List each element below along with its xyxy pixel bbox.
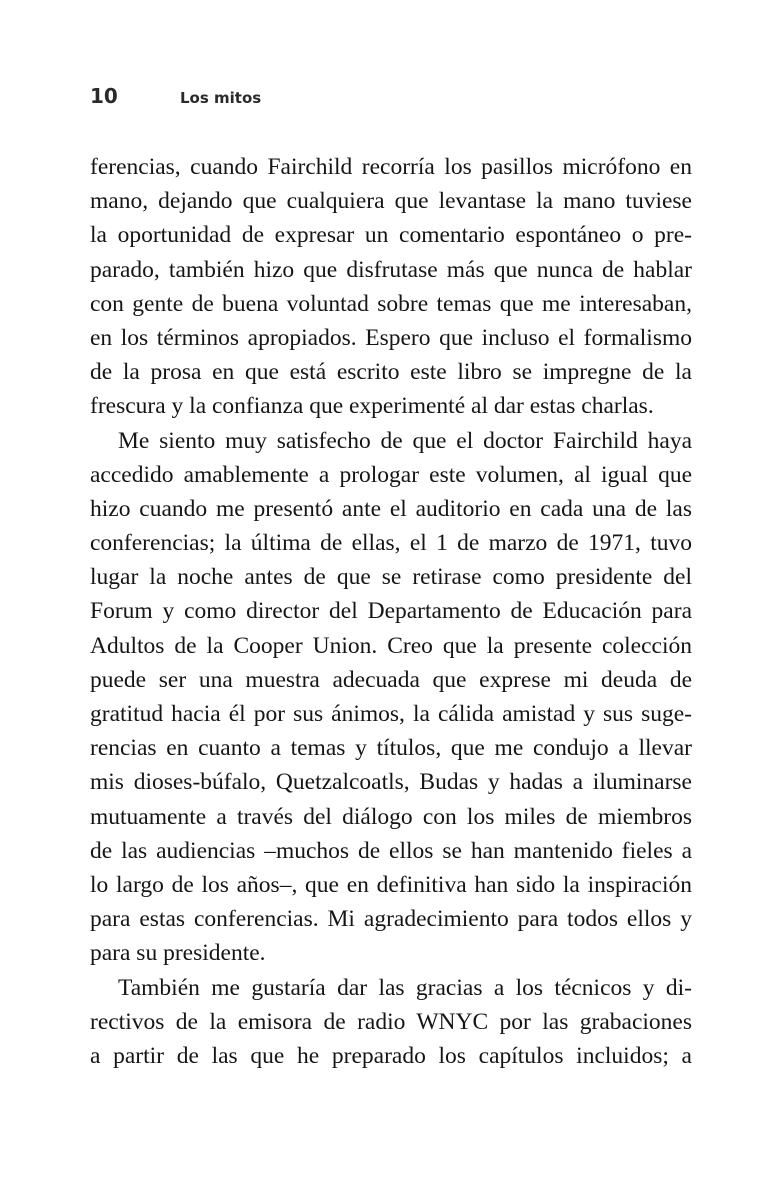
paragraph xyxy=(90,150,692,424)
text-line: de las audiencias –muchos de ellos se han mantenido fieles a xyxy=(90,837,692,864)
text-line: Adultos de la Cooper Union. Creo que la presente colección xyxy=(90,632,692,659)
text-line: rectivos de la emisora de radio WNYC por las grabaciones xyxy=(90,1008,692,1035)
text-line: puede ser una muestra adecuada que exprese mi deuda de xyxy=(90,666,692,693)
paragraph xyxy=(90,424,692,971)
text-line: También me gustaría dar las gracias a los técnicos y di- xyxy=(118,974,692,1001)
text-line: a partir de las que he preparado los capítulos incluidos; a xyxy=(90,1042,692,1069)
text-line: la oportunidad de expresar un comentario espontáneo o pre- xyxy=(90,222,692,249)
text-line: accedido amablemente a prologar este volumen, al igual que xyxy=(90,461,692,488)
text-line: en los términos apropiados. Espero que incluso el formalismo xyxy=(90,324,692,351)
text-line: ferencias, cuando Fairchild recorría los pasillos micrófono en xyxy=(90,154,692,180)
text-line: lo largo de los años–, que en definitiva han sido la inspiración xyxy=(90,871,692,898)
body-text xyxy=(90,150,692,1073)
text-line: mano, dejando que cualquiera que levantase la mano tuviese xyxy=(90,188,692,215)
text-line: para estas conferencias. Mi agradecimiento para todos ellos y xyxy=(90,906,692,933)
text-line: conferencias; la última de ellas, el 1 de marzo de 1971, tuvo xyxy=(90,530,692,557)
text-line: gratitud hacia él por sus ánimos, la cálida amistad y sus suge- xyxy=(90,701,692,727)
text-line: mis dioses-búfalo, Quetzalcoatls, Budas y hadas a iluminarse xyxy=(90,769,692,796)
text-line: parado, también hizo que disfrutase más que nunca de hablar xyxy=(90,256,692,283)
text-line: frescura y la confianza que experimenté al dar estas charlas. xyxy=(90,393,654,420)
text-line: lugar la noche antes de que se retirase como presidente del xyxy=(90,564,692,591)
text-line: hizo cuando me presentó ante el auditorio en cada una de las xyxy=(90,495,692,522)
section-title: Los mitos xyxy=(180,89,262,107)
text-line: Me siento muy satisfecho de que el doctor Fairchild haya xyxy=(118,427,692,454)
text-line: Forum y como director del Departamento de Educación para xyxy=(90,598,692,625)
running-header xyxy=(90,84,261,114)
page-number: 10 xyxy=(90,84,118,108)
paragraph xyxy=(90,971,692,1074)
text-line: de la prosa en que está escrito este libro se impregne de la xyxy=(90,359,692,386)
text-line: para su presidente. xyxy=(90,940,266,967)
text-line: con gente de buena voluntad sobre temas que me interesaban, xyxy=(90,290,692,317)
text-line: mutuamente a través del diálogo con los miles de miembros xyxy=(90,803,692,830)
text-line: rencias en cuanto a temas y títulos, que me condujo a llevar xyxy=(90,735,692,762)
